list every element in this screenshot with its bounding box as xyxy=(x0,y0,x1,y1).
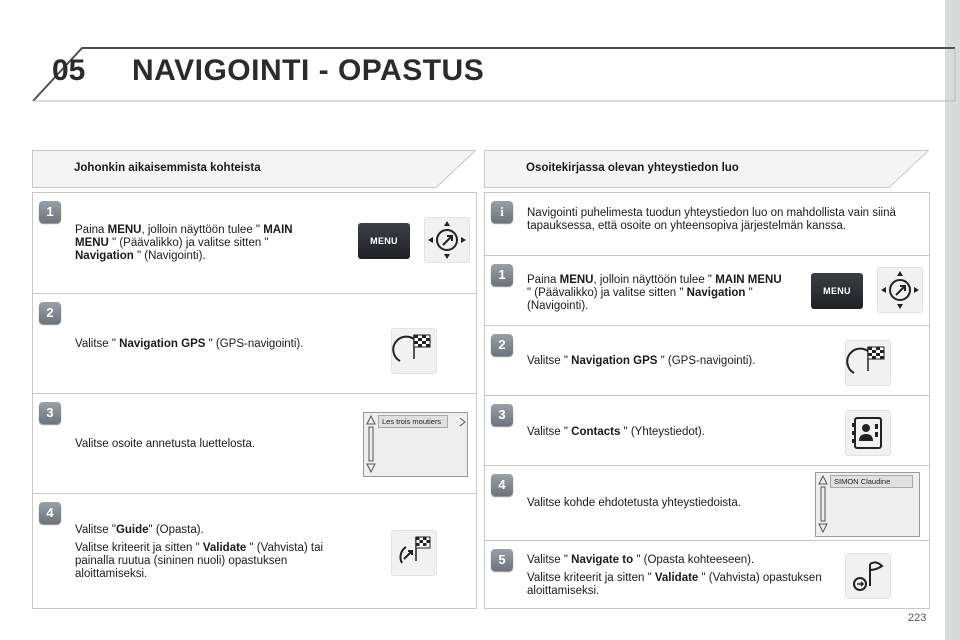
step-number-badge: 2 xyxy=(491,334,513,356)
list-item: Les trois moutiers xyxy=(378,415,448,428)
step-number-badge: 4 xyxy=(39,502,61,524)
navigation-flag-icon xyxy=(845,340,891,386)
step-row xyxy=(485,465,929,541)
step-number-badge: 1 xyxy=(491,264,513,286)
page-title: NAVIGOINTI - OPASTUS xyxy=(132,54,485,87)
left-steps-panel xyxy=(32,192,477,609)
step-row xyxy=(485,255,929,326)
info-icon: i xyxy=(491,201,513,223)
step-row xyxy=(485,325,929,396)
guide-icon xyxy=(391,530,437,576)
joystick-icon xyxy=(877,267,923,313)
step-text: Valitse " Navigate to " (Opasta kohteeseen). Valitse kriteerit ja sitten " Validate " (Vahvista) opastuksen aloittamiseksi. xyxy=(527,554,822,597)
list-item: SIMON Claudine xyxy=(830,475,913,488)
list-screen-image xyxy=(363,412,468,477)
list-screen-image xyxy=(815,472,920,537)
page-number: 223 xyxy=(908,612,927,624)
step-text: Paina MENU, jolloin näyttöön tulee " MAIN MENU " (Päävalikko) ja valitse sitten " Navigation " (Navigointi). xyxy=(527,274,782,312)
step-text: Valitse kohde ehdotetusta yhteystiedoista. xyxy=(527,497,741,509)
right-steps-panel xyxy=(484,192,930,609)
step-number-badge: 3 xyxy=(491,404,513,426)
info-text: Navigointi puhelimesta tuodun yhteystiedon luo on mahdollista vain siinä tapauksessa, että osoite on yhteensopiva järjestelmän kanssa. xyxy=(527,207,896,232)
right-section-heading xyxy=(484,150,929,188)
step-row xyxy=(33,393,476,494)
info-row xyxy=(485,193,929,255)
step-text: Valitse osoite annetusta luettelosta. xyxy=(75,438,256,450)
step-row xyxy=(485,395,929,466)
menu-button-image: MENU xyxy=(358,223,410,259)
step-row xyxy=(33,193,476,293)
step-row xyxy=(485,540,929,609)
chapter-number: 05 xyxy=(52,54,86,87)
step-text: Valitse " Navigation GPS " (GPS-navigointi). xyxy=(527,355,756,367)
step-number-badge: 4 xyxy=(491,474,513,496)
step-number-badge: 1 xyxy=(39,201,61,223)
step-text: Paina MENU, jolloin näyttöön tulee " MAIN MENU " (Päävalikko) ja valitse sitten " Navigation " (Navigointi). xyxy=(75,224,293,262)
step-number-badge: 3 xyxy=(39,402,61,424)
contacts-icon xyxy=(845,410,891,456)
menu-button-image: MENU xyxy=(811,273,863,309)
step-number-badge: 2 xyxy=(39,302,61,324)
joystick-icon xyxy=(424,217,470,263)
step-row xyxy=(33,293,476,394)
step-text: Valitse "Guide" (Opasta). Valitse kriteerit ja sitten " Validate " (Vahvista) tai painalla ruutua (sininen nuoli) opastuksen aloittamiseksi. xyxy=(75,524,324,580)
step-text: Valitse " Contacts " (Yhteystiedot). xyxy=(527,426,705,438)
navigation-flag-icon xyxy=(391,328,437,374)
section-title: Osoitekirjassa olevan yhteystiedon luo xyxy=(526,162,739,174)
step-number-badge: 5 xyxy=(491,549,513,571)
section-title: Johonkin aikaisemmista kohteista xyxy=(74,162,261,174)
navigate-to-icon xyxy=(845,553,891,599)
left-section-heading xyxy=(32,150,476,188)
step-row xyxy=(33,493,476,609)
step-text: Valitse " Navigation GPS " (GPS-navigointi). xyxy=(75,338,304,350)
